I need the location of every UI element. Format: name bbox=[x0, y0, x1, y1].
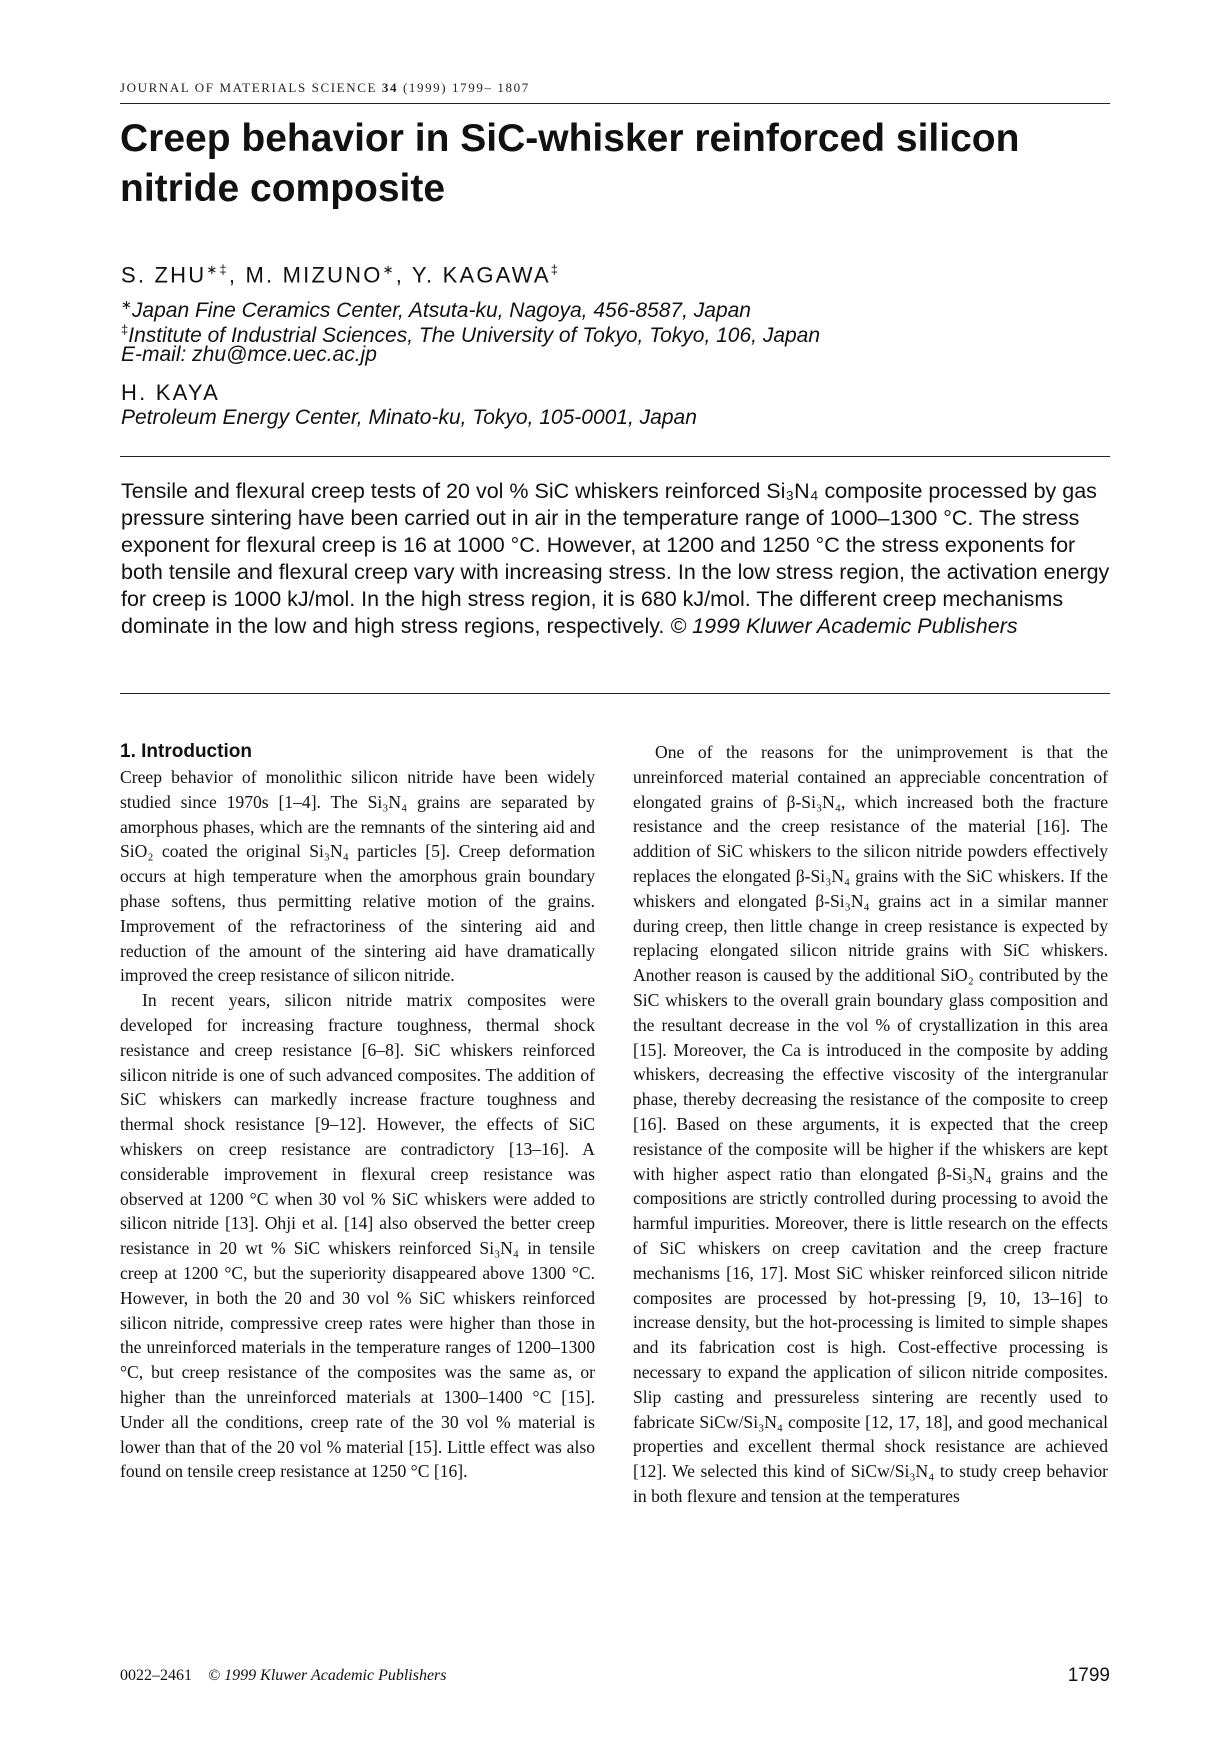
paragraph: Creep behavior of monolithic silicon nitride have been widely studied since 1970s [1–4]. The Si₃N₄ grains are separated by amorphous phases, which are the remnants of the sintering aid and SiO₂ coated the original Si₃N₄ particles [5]. Creep deformation occurs at high temperature when the amorphous grain boundary phase softens, thus permitting relative motion of the grains. Improvement of the refractoriness of the sintering aid and reduction of the amount of the sintering aid have dramatically improved the creep resistance of silicon nitride. bbox=[120, 767, 595, 986]
footer-issn-copyright bbox=[120, 1667, 447, 1685]
author-name: M. MIZUNO bbox=[245, 262, 383, 288]
header-rule bbox=[120, 103, 1110, 104]
abstract-top-rule bbox=[120, 456, 1110, 457]
author-line: S. ZHU∗‡, M. MIZUNO∗, Y. KAGAWA‡ bbox=[121, 262, 561, 288]
author-name: Y. KAGAWA bbox=[411, 262, 551, 288]
journal-name: JOURNAL OF MATERIALS SCIENCE bbox=[120, 80, 378, 95]
author-mark: ∗ bbox=[382, 262, 396, 277]
affiliation-mark: ‡ bbox=[121, 322, 129, 337]
author-mark: ∗‡ bbox=[206, 262, 229, 277]
abstract-bottom-rule bbox=[120, 693, 1110, 694]
paragraph: One of the reasons for the unimprovement is that the unreinforced material contained an appreciable concentration of elongated grains of β-Si₃N₄, which increased both the fracture resistance and the creep resistance of the material [16]. The addition of SiC whiskers to the silicon nitride powders effectively replaces the elongated β-Si₃N₄ grains with the SiC whiskers. If the whiskers and elongated β-Si₃N₄ grains act in a similar manner during creep, then little change in creep resistance is expected by replacing elongated silicon nitride grains with SiC whiskers. Another reason is caused by the additional SiO₂ contributed by the SiC whiskers to the overall grain boundary glass composition and the resultant decrease in the vol % of crystallization in this area [15]. Moreover, the Ca is introduced in the composite by adding whiskers, decreasing the effective viscosity of the intergranular phase, thereby decreasing the resistance of the composite to creep [16]. Based on these arguments, it is expected that the creep resistance of the composite will be higher if the whiskers are kept with higher aspect ratio than elongated β-Si₃N₄ grains and the compositions are strictly controlled during processing to avoid the harmful impurities. Moreover, there is little research on the effects of SiC whiskers on creep cavitation and the creep fracture mechanisms [16, 17]. Most SiC whisker reinforced silicon nitride composites are processed by hot-pressing [9, 10, 13–16] to increase density, but the hot-processing is limited to simple shapes and its fabrication cost is high. Cost-effective processing is necessary to expand the application of silicon nitride composites. Slip casting and pressureless sintering are recently used to fabricate SiCw/Si₃N₄ composite [12, 17, 18], and good mechanical properties and excellent thermal shock resistance are achieved [12]. We selected this kind of SiCw/Si₃N₄ to study creep behavior in both flexure and tension at the temperatures bbox=[633, 742, 1108, 1506]
author-email[interactable]: E-mail: zhu@mce.uec.ac.jp bbox=[121, 343, 377, 366]
abstract-copyright: © 1999 Kluwer Academic Publishers bbox=[670, 614, 1018, 638]
affiliation-3: Petroleum Energy Center, Minato-ku, Tokyo, 105-0001, Japan bbox=[121, 406, 697, 429]
page-number: 1799 bbox=[1067, 1665, 1110, 1686]
journal-year-pages: (1999) 1799– 1807 bbox=[402, 80, 530, 95]
author-name-kaya: H. KAYA bbox=[121, 380, 220, 405]
abstract-text: Tensile and flexural creep tests of 20 vol % SiC whiskers reinforced Si₃N₄ composite processed by gas pressure sintering have been carried out in air in the temperature range of 1000–1300 °C. The stress exponent for flexural creep is 16 at 1000 °C. However, at 1200 and 1250 °C the stress exponents for both tensile and flexural creep vary with increasing stress. In the low stress region, the activation energy for creep is 1000 kJ/mol. In the high stress region, it is 680 kJ/mol. The different creep mechanisms dominate in the low and high stress regions, respectively. bbox=[121, 479, 1110, 638]
author-name: S. ZHU bbox=[121, 262, 207, 288]
left-column bbox=[120, 740, 595, 1484]
affiliation-2: ‡Institute of Industrial Sciences, The University of Tokyo, Tokyo, 106, Japan bbox=[121, 322, 821, 347]
affiliation-mark: ∗ bbox=[121, 297, 132, 312]
footer-copyright: © 1999 Kluwer Academic Publishers bbox=[208, 1667, 447, 1684]
affiliation-1: ∗Japan Fine Ceramics Center, Atsuta-ku, Nagoya, 456-8587, Japan bbox=[121, 297, 751, 322]
author-mark: ‡ bbox=[550, 262, 561, 277]
running-head bbox=[120, 80, 1110, 96]
article-title: Creep behavior in SiC-whisker reinforced silicon nitride composite bbox=[120, 117, 1020, 210]
right-column bbox=[633, 740, 1108, 1509]
section-heading: 1. Introduction bbox=[120, 741, 252, 762]
issn: 0022–2461 bbox=[120, 1667, 192, 1684]
abstract bbox=[121, 478, 1111, 640]
paragraph: In recent years, silicon nitride matrix composites were developed for increasing fracture toughness, thermal shock resistance and creep resistance [6–8]. SiC whiskers reinforced silicon nitride is one of such advanced composites. The addition of SiC whiskers can markedly increase fracture toughness and thermal shock resistance [9–12]. However, the effects of SiC whiskers on creep resistance are contradictory [13–16]. A considerable improvement in flexural creep resistance was observed at 1200 °C when 30 vol % SiC whiskers were added to silicon nitride [13]. Ohji et al. [14] also observed the better creep resistance in 20 wt % SiC whiskers reinforced Si₃N₄ in tensile creep at 1200 °C, but the superiority disappeared above 1300 °C. However, in both the 20 and 30 vol % SiC whiskers reinforced silicon nitride, compressive creep rates were higher than those in the unreinforced materials in the temperature ranges of 1200–1300 °C, but creep resistance of the composites was the same as, or higher than the unreinforced materials at 1300–1400 °C [15]. Under all the conditions, creep rate of the 30 vol % material is lower than that of the 20 vol % material [15]. Little effect was also found on tensile creep resistance at 1250 °C [16]. bbox=[120, 990, 595, 1482]
journal-volume: 34 bbox=[381, 80, 399, 95]
